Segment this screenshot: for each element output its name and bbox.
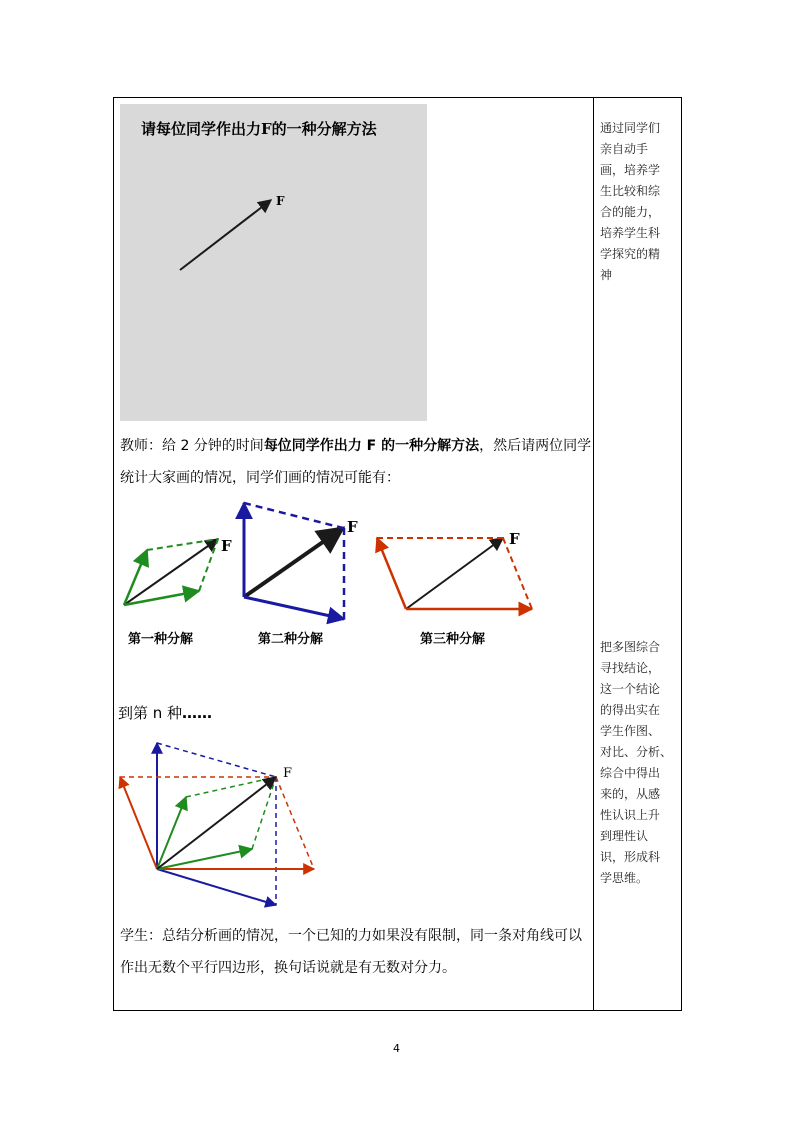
caption-3: 第三种分解 bbox=[420, 632, 486, 647]
side-note-1: 通过同学们 亲自动手 画，培养学 生比较和综 合的能力， 培养学生科 学探究的精 神 bbox=[600, 121, 661, 282]
teacher-paragraph-line2: 统计大家画的情况，同学们画的情况可能有： bbox=[120, 470, 400, 486]
caption-1: 第一种分解 bbox=[128, 632, 194, 647]
nth-text: 到第 n 种 bbox=[118, 704, 183, 722]
teacher-text-prefix: 教师：给 2 分钟的时间 bbox=[120, 438, 264, 454]
teacher-text-suffix: ，然后请两位同学 bbox=[479, 438, 592, 454]
panel-title: 请每位同学作出力F的一种分解方法 bbox=[141, 120, 377, 138]
student-line-2: 作出无数个平行四边形，换句话说就是有无数对分力。 bbox=[120, 960, 456, 976]
combined-force-label: F bbox=[283, 766, 293, 781]
nth-dots: …… bbox=[182, 704, 213, 722]
diagram-1-force-label: F bbox=[221, 537, 232, 555]
diagram-2-force-label: F bbox=[347, 518, 358, 536]
teacher-text-bold: 每位同学作出力 F 的一种分解方法 bbox=[263, 438, 480, 454]
student-line-1: 学生：总结分析画的情况，一个已知的力如果没有限制，同一条对角线可以 bbox=[120, 928, 582, 944]
caption-2: 第二种分解 bbox=[258, 632, 324, 647]
page-number: 4 bbox=[393, 1042, 400, 1055]
diagram-3-force-label: F bbox=[509, 530, 520, 548]
panel-force-label: F bbox=[276, 194, 285, 208]
side-note-2: 把多图综合 寻找结论， 这一个结论 的得出实在 学生作图、 对比、分析、 综合中得出 来的，从感 性认识上升 到理性认 识，形成科 学思维。 bbox=[600, 640, 673, 885]
